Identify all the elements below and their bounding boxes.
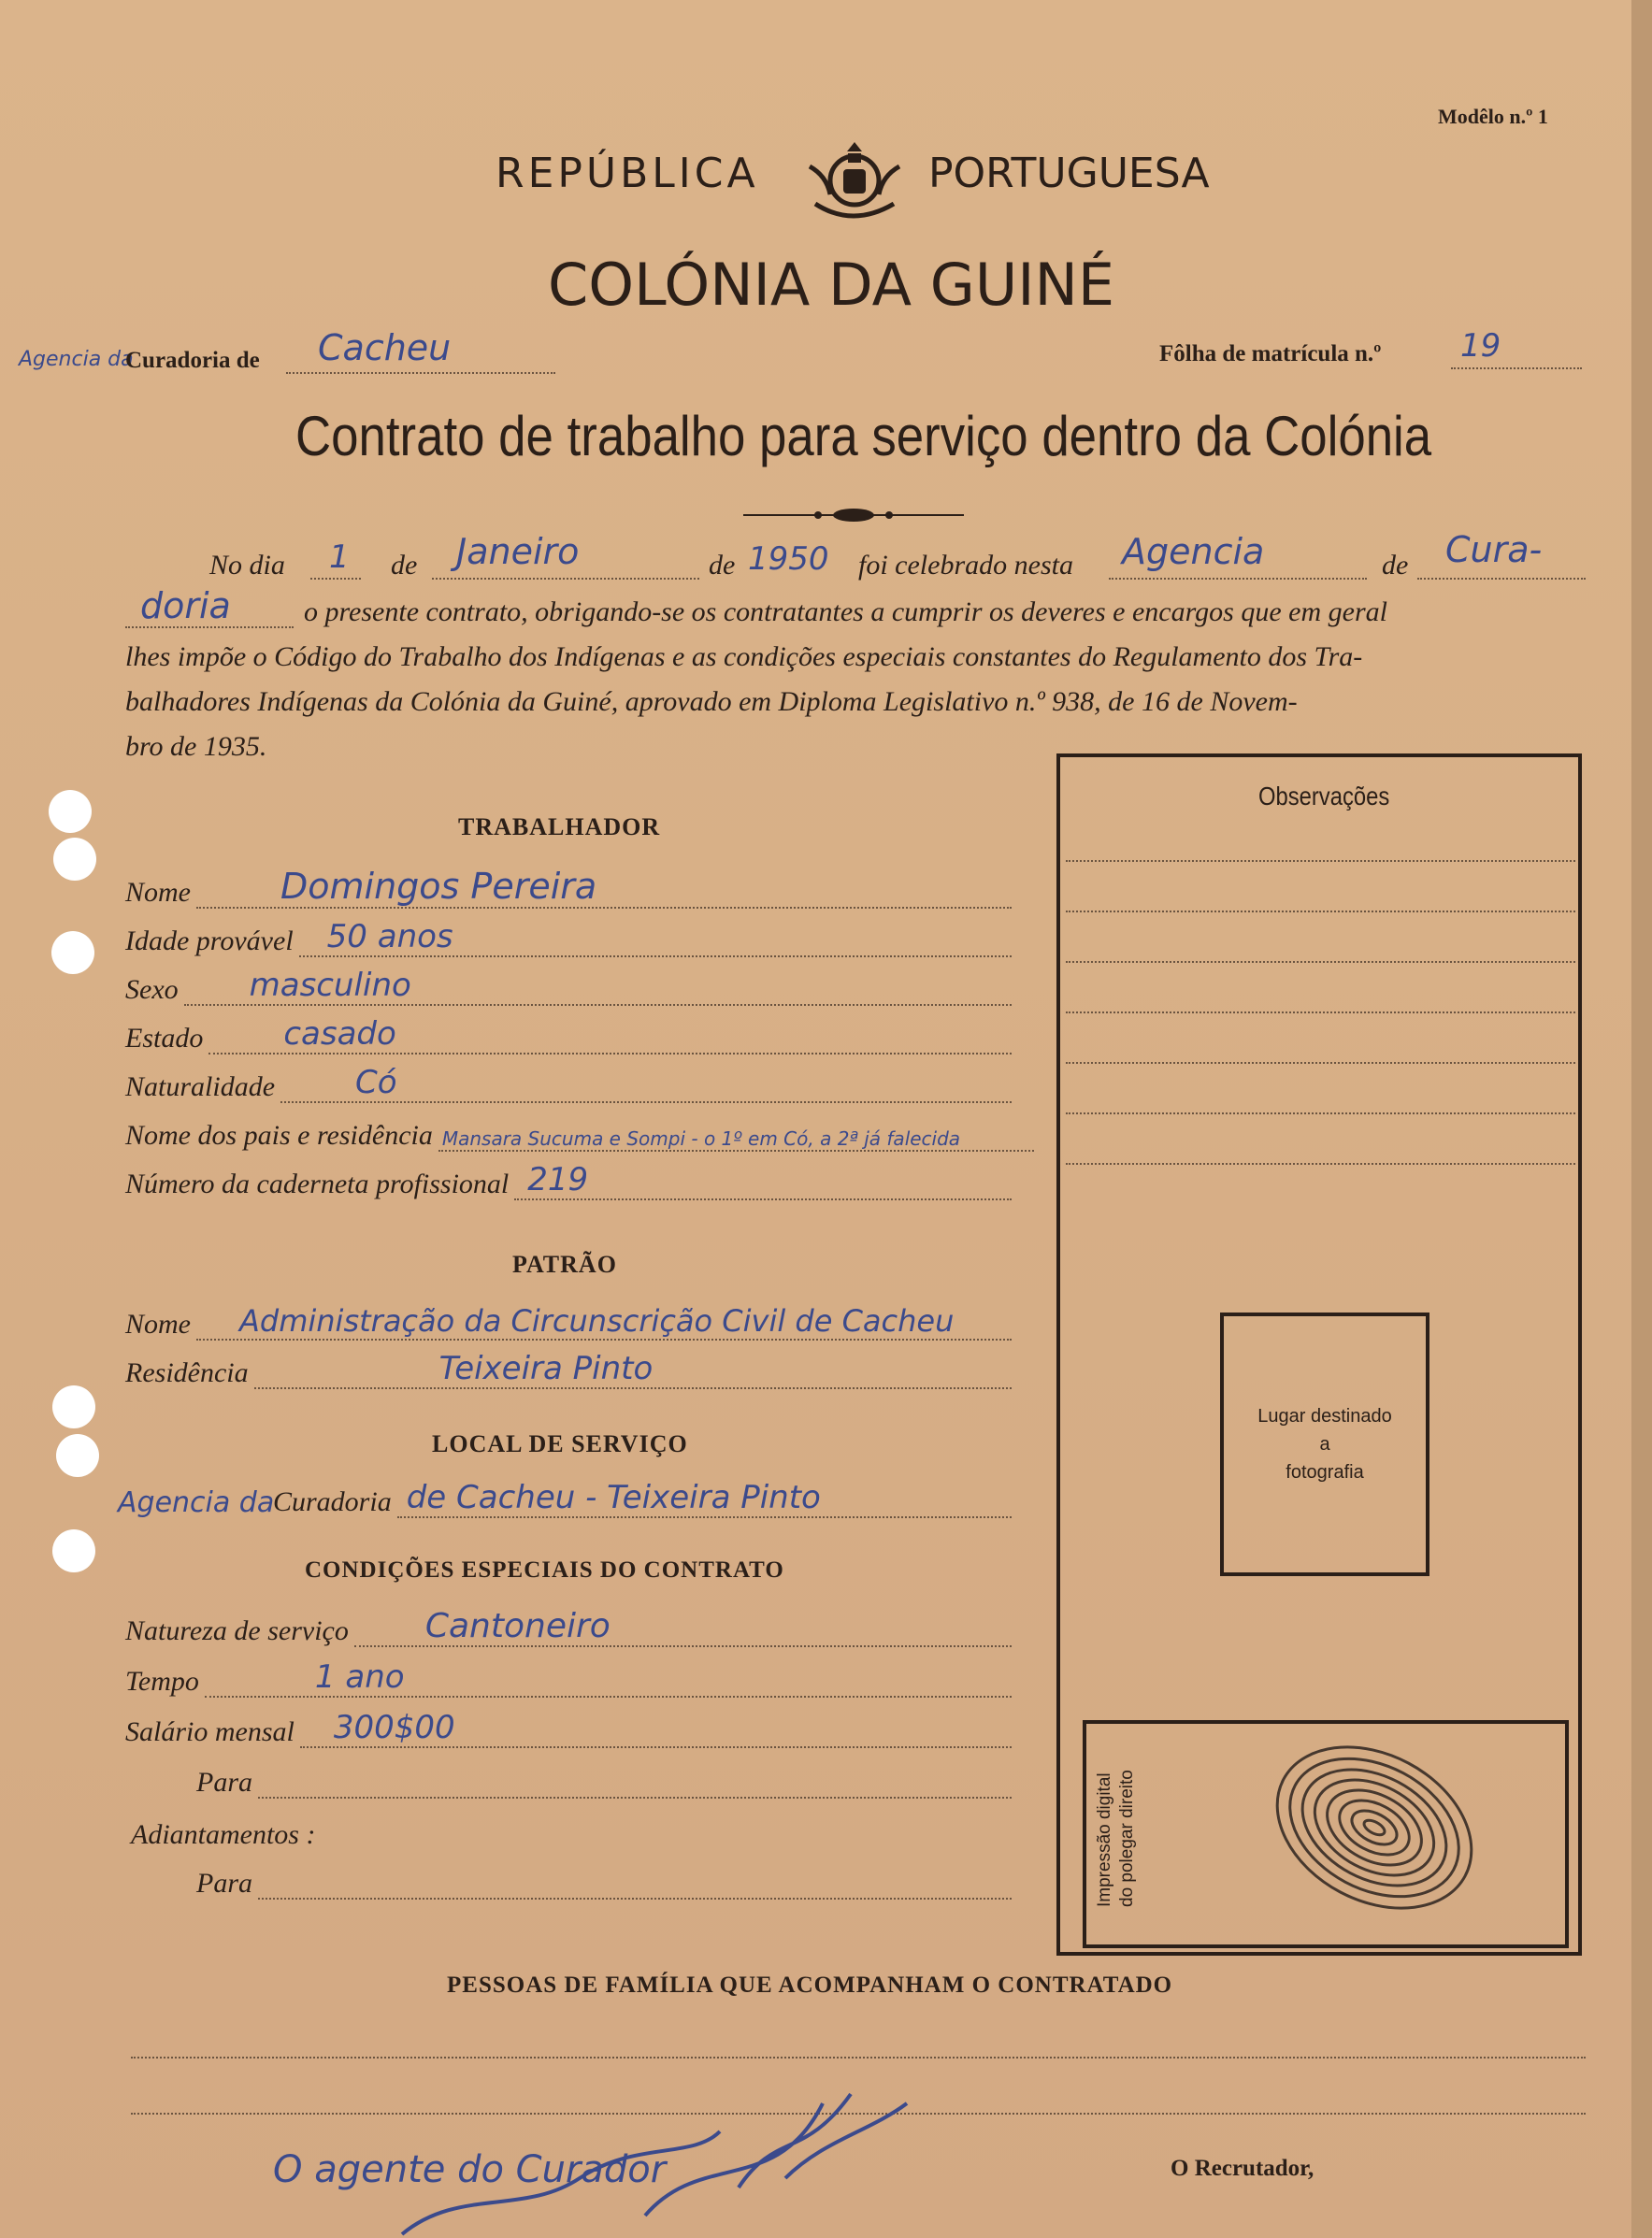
thumb-label-2: do polegar direito [1117,1770,1137,1907]
estado-label: Estado [125,1023,204,1054]
natureza-value: Cantoneiro [424,1607,611,1645]
familia-heading: PESSOAS DE FAMÍLIA QUE ACOMPANHAM O CONTRATADO [447,1973,1173,1998]
curadoria-label: Curadoria de [125,348,260,373]
place2-value: Cura- [1445,529,1543,570]
obs-line [1066,911,1575,912]
local-value: de Cacheu - Teixeira Pinto [406,1479,821,1516]
intro-celebrado: foi celebrado nesta [858,550,1073,581]
intro-text4: bro de 1935. [125,731,267,762]
curadoria-value: Cacheu [318,327,452,368]
month-value: Janeiro [456,531,580,572]
field-residencia [125,1350,1012,1389]
observacoes-title: Observações [1258,782,1390,811]
fingerprint-icon [1253,1729,1496,1926]
page-edge [1631,0,1652,2238]
folha-value: 19 [1460,327,1501,365]
intro-text2: lhes impõe o Código do Trabalho dos Indígenas e as condições especiais constantes do Regulamento dos Tra- [125,641,1363,672]
local-label: Curadoria [273,1486,392,1517]
para1-label: Para [196,1767,252,1798]
day-value: 1 [329,538,350,576]
republic-left: REPÚBLICA [496,150,759,197]
recrutador-label: O Recrutador, [1171,2156,1314,2181]
photo-label-2: a [1319,1434,1330,1455]
obs-line [1066,1112,1575,1114]
field-sexo [125,967,1012,1006]
field-para2 [196,1860,1012,1900]
agent-signature-label: O agente do Curador [273,2148,667,2191]
idade-label: Idade provável [125,925,294,956]
natureza-label: Natureza de serviço [125,1615,349,1646]
thumb-label-1: Impressão digital [1095,1772,1114,1907]
field-salario [125,1709,1012,1748]
naturalidade-value: Có [355,1064,397,1101]
punch-hole [53,838,96,881]
punch-hole [52,1529,95,1572]
coat-of-arms-icon [802,138,907,222]
photo-label-3: fotografia [1286,1462,1364,1483]
place2b-value: doria [140,585,231,626]
pais-label: Nome dos pais e residência [125,1120,433,1151]
familia-line [131,2038,1586,2059]
model-number: Modêlo n.º 1 [1438,105,1548,128]
place1-value: Agencia [1122,531,1265,572]
field-tempo [125,1658,1012,1698]
pais-value: Mansara Sucuma e Sompi - o 1º em Có, a 2ª já falecida [441,1127,961,1150]
field-estado [125,1015,1012,1054]
folha-label: Fôlha de matrícula n.º [1159,341,1382,366]
caderneta-value: 219 [527,1161,589,1198]
patrao-nome-label: Nome [125,1309,191,1340]
intro-de2: de [709,550,736,581]
ornament-divider [743,503,964,527]
field-idade [125,918,1012,957]
local-heading: LOCAL DE SERVIÇO [432,1430,688,1457]
residencia-label: Residência [125,1357,249,1388]
field-caderneta [125,1161,1012,1200]
colony-title: COLÓNIA DA GUINÉ [548,251,1115,319]
sexo-label: Sexo [125,974,179,1005]
obs-line [1066,1062,1575,1064]
curadoria-prefix: Agencia da [19,348,134,371]
photo-label-1: Lugar destinado [1257,1406,1392,1427]
year-value: 1950 [748,540,829,578]
trabalhador-heading: TRABALHADOR [458,813,661,840]
adiantamentos-label: Adiantamentos : [131,1819,316,1850]
naturalidade-label: Naturalidade [125,1071,276,1102]
field-pais [125,1112,1034,1152]
local-prefix: Agencia da [118,1486,275,1519]
thumbprint-label [1094,1770,1139,1907]
idade-value: 50 anos [326,918,453,955]
field-local [273,1479,1012,1518]
field-para1 [196,1759,1012,1799]
obs-line [1066,1011,1575,1013]
punch-hole [49,790,92,833]
intro-de1: de [391,550,418,581]
nome-value: Domingos Pereira [280,866,597,907]
photo-placeholder [1220,1313,1429,1576]
tempo-value: 1 ano [314,1658,405,1696]
sexo-value: masculino [249,967,411,1004]
intro-no-dia: No dia [209,550,285,581]
condicoes-heading: CONDIÇÕES ESPECIAIS DO CONTRATO [305,1557,784,1583]
republic-right: PORTUGUESA [928,150,1210,197]
patrao-heading: PATRÃO [512,1251,617,1278]
contract-title: Contrato de trabalho para serviço dentro da Colónia [295,405,1432,467]
field-nome [125,866,1012,909]
punch-hole [51,931,94,974]
punch-hole [52,1385,95,1428]
para2-label: Para [196,1868,252,1899]
intro-de3: de [1382,550,1409,581]
intro-text3: balhadores Indígenas da Colónia da Guiné, aprovado em Diploma Legislativo n.º 938, de 16 de Novem- [125,686,1298,717]
intro-text1: o presente contrato, obrigando-se os contratantes a cumprir os deveres e encargos que em geral [304,596,1387,627]
field-natureza [125,1608,1012,1647]
salario-value: 300$00 [333,1709,455,1746]
punch-hole [56,1434,99,1477]
patrao-nome-value: Administração da Circunscrição Civil de Cacheu [239,1303,955,1339]
signature-scribble [383,2075,944,2238]
obs-line [1066,1163,1575,1165]
estado-value: casado [283,1015,396,1053]
field-patrao-nome [125,1301,1012,1341]
field-naturalidade [125,1064,1012,1103]
obs-line [1066,961,1575,963]
tempo-label: Tempo [125,1666,199,1697]
salario-label: Salário mensal [125,1716,294,1747]
nome-label: Nome [125,877,191,908]
obs-line [1066,860,1575,862]
caderneta-label: Número da caderneta profissional [125,1169,510,1199]
residencia-value: Teixeira Pinto [438,1350,654,1387]
